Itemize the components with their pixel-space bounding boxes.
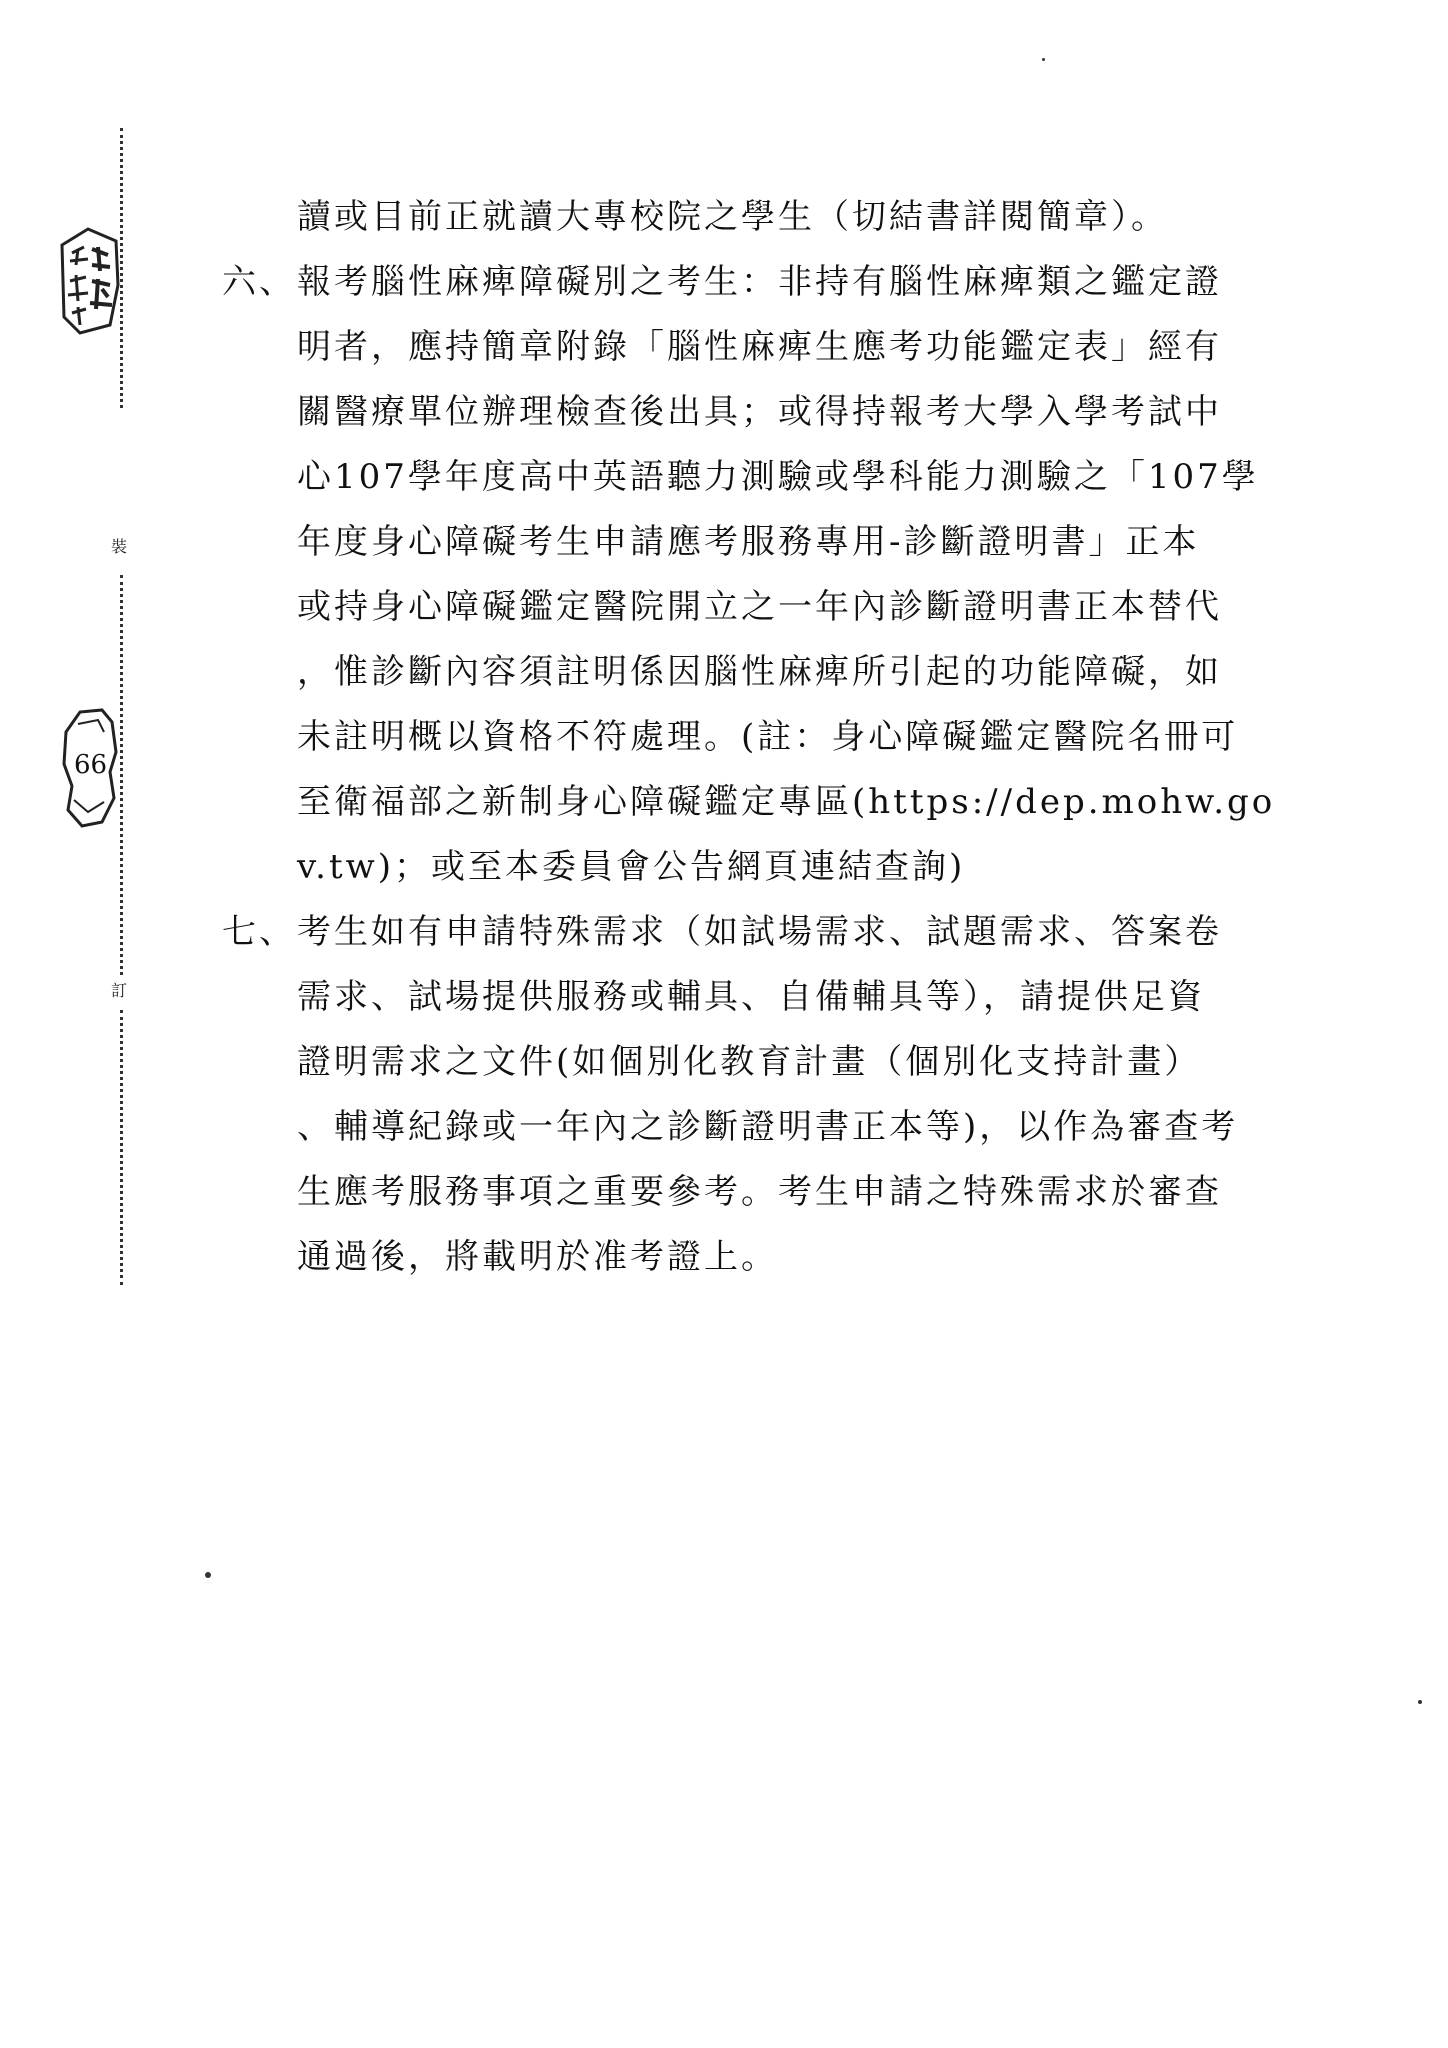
binding-label-bottom: 訂	[111, 981, 128, 1000]
page-number: 66	[74, 750, 108, 780]
binding-line-top	[120, 128, 123, 408]
item-7-number: 七、	[222, 912, 296, 952]
item-7-line: 通過後，將載明於准考證上。	[297, 1237, 778, 1277]
binding-line-bottom	[120, 1010, 123, 1285]
item-6-line: 明者，應持簡章附錄「腦性麻痺生應考功能鑑定表」經有	[297, 327, 1222, 367]
item-6-line: v.tw)；或至本委員會公告網頁連結查詢)	[297, 847, 966, 887]
item-7-line: 、輔導紀錄或一年內之診斷證明書正本等)，以作為審查考	[297, 1107, 1239, 1147]
binding-label-top: 裝	[111, 537, 128, 556]
item-6-line: ，惟診斷內容須註明係因腦性麻痺所引起的功能障礙，如	[297, 652, 1222, 692]
binding-line-middle	[120, 575, 123, 975]
item-7-line: 生應考服務事項之重要參考。考生申請之特殊需求於審查	[297, 1172, 1222, 1212]
item-7-line: 證明需求之文件(如個別化教育計畫（個別化支持計畫）	[297, 1042, 1202, 1082]
item-6	[222, 250, 1276, 900]
page-number-stamp	[58, 702, 120, 830]
scan-speck	[1418, 1700, 1422, 1704]
item-6-line: 報考腦性麻痺障礙別之考生：非持有腦性麻痺類之鑑定證	[297, 262, 1222, 302]
item-6-number: 六、	[222, 262, 296, 302]
continuation-line: 讀或目前正就讀大專校院之學生（切結書詳閱簡章）。	[297, 197, 1168, 237]
item-6-line: 年度身心障礙考生申請應考服務專用-診斷證明書」正本	[297, 522, 1200, 562]
item-6-line: 未註明概以資格不符處理。(註：身心障礙鑑定醫院名冊可	[297, 717, 1239, 757]
item-7-line: 需求、試場提供服務或輔具、自備輔具等），請提供足資	[297, 977, 1205, 1017]
item-7	[222, 900, 1262, 1290]
item-6-line: 至衛福部之新制身心障礙鑑定專區(https://dep.mohw.go	[297, 782, 1276, 822]
item-6-line: 關醫療單位辦理檢查後出具；或得持報考大學入學考試中	[297, 392, 1222, 432]
scan-speck	[205, 1572, 211, 1578]
official-seal	[58, 225, 120, 337]
scan-speck	[1042, 58, 1045, 61]
item-7-line: 考生如有申請特殊需求（如試場需求、試題需求、答案卷	[297, 912, 1222, 952]
document-body	[222, 185, 1276, 1290]
item-6-line: 心107學年度高中英語聽力測驗或學科能力測驗之「107學	[297, 457, 1259, 497]
item-6-line: 或持身心障礙鑑定醫院開立之一年內診斷證明書正本替代	[297, 587, 1222, 627]
